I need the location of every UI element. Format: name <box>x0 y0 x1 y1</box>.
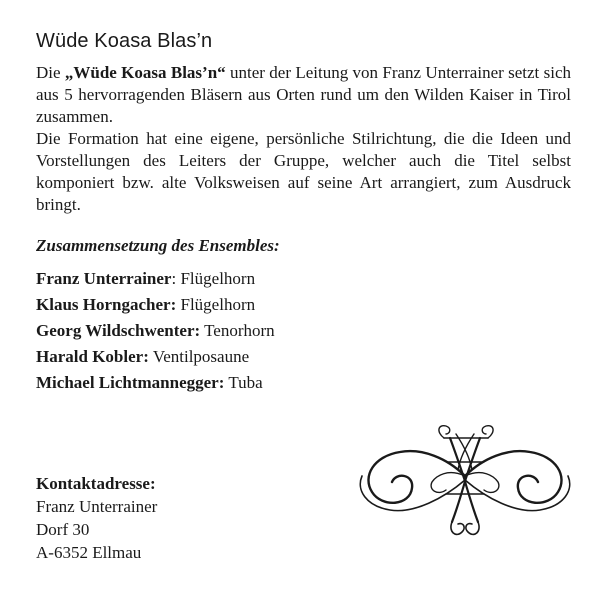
member-instrument: Tuba <box>228 373 263 392</box>
member-name: Georg Wildschwenter: <box>36 321 201 340</box>
member-item <box>36 370 275 396</box>
member-instrument: Flügelhorn <box>180 269 256 288</box>
flourish-ornament-icon <box>352 418 578 540</box>
contact-block <box>36 472 157 564</box>
member-item <box>36 266 275 292</box>
intro-text <box>36 62 571 216</box>
band-name: „Wüde Koasa Blas’n“ <box>64 63 226 82</box>
member-instrument: Ventilposaune <box>152 347 250 366</box>
member-separator: : <box>171 269 181 288</box>
member-instrument: Tenorhorn <box>204 321 275 340</box>
contact-line: A-6352 Ellmau <box>36 543 142 562</box>
member-instrument: Flügelhorn <box>180 295 256 314</box>
contact-label: Kontaktadresse: <box>36 474 156 493</box>
page-title: Wüde Koasa Blas’n <box>36 30 213 52</box>
contact-line: Dorf 30 <box>36 520 90 539</box>
contact-line: Franz Unterrainer <box>36 497 158 516</box>
member-name: Harald Kobler: <box>36 347 149 366</box>
member-item <box>36 318 275 344</box>
intro-paragraph-2: Die Formation hat eine eigene, persönliche Stilrichtung, die die Ideen und Vorstellungen des Leiters der Gruppe, welcher auch die Titel selbst komponiert bzw. alte Volksweisen auf seine Art arrangiert, zum Ausdruck bringt. <box>36 129 571 214</box>
member-name: Franz Unterrainer <box>36 269 172 288</box>
member-item <box>36 344 275 370</box>
intro-prefix: Die <box>36 63 65 82</box>
member-item <box>36 292 275 318</box>
intro-paragraph-1 <box>36 62 571 128</box>
member-list <box>36 266 275 396</box>
intro-sentence-1: unter der Leitung von Franz Unterrainer setzt sich aus 5 hervorragenden Bläsern aus Orten rund um den Wilden Kaiser in Tirol zusammen. <box>36 63 571 126</box>
ensemble-heading: Zusammensetzung des Ensembles: <box>36 236 280 255</box>
member-name: Michael Lichtmannegger: <box>36 373 225 392</box>
member-name: Klaus Horngacher: <box>36 295 177 314</box>
